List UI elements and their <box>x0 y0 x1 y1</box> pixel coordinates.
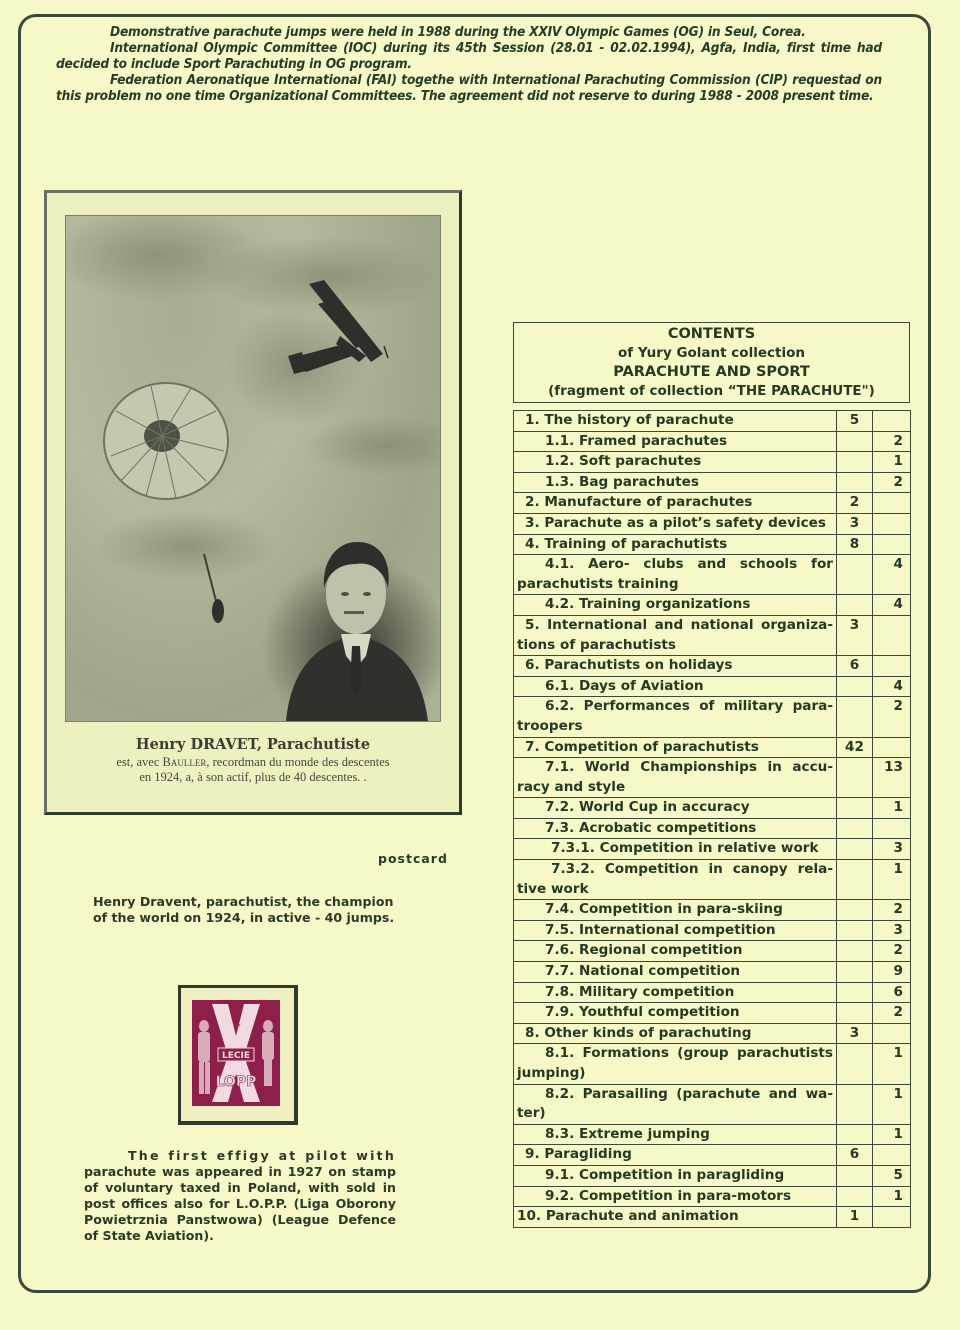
contents-row-subcount <box>873 818 911 839</box>
contents-row-count <box>837 941 873 962</box>
contents-row-subcount: 1 <box>873 1044 911 1084</box>
contents-row-subcount: 2 <box>873 472 911 493</box>
contents-row-label: 7.6. Regional competition <box>514 941 837 962</box>
contents-row-label: 7.1. World Championships in accu-racy and style <box>514 758 837 798</box>
contents-row-subcount <box>873 1145 911 1166</box>
postcard-text: en 1924, a, à son actif, plus de 40 descentes. . <box>139 770 367 784</box>
contents-row-subcount: 1 <box>873 1124 911 1145</box>
postcard-title: Henry DRAVET, Parachutiste <box>135 736 371 753</box>
portrait <box>261 542 440 721</box>
contents-row <box>514 555 911 595</box>
contents-subtitle: of Yury Golant collection <box>618 345 805 361</box>
contents-row-label: 6.1. Days of Aviation <box>514 676 837 697</box>
contents-row-subcount: 4 <box>873 676 911 697</box>
postcard-caption: Henry Dravent, parachutist, the champion of the world on 1924, in active - 40 jumps. <box>93 894 395 925</box>
contents-row <box>514 1207 911 1228</box>
contents-row-subcount <box>873 411 911 432</box>
stamp-illustration <box>192 1000 280 1106</box>
contents-row-count <box>837 1084 873 1124</box>
contents-collection: PARACHUTE AND SPORT <box>613 364 810 380</box>
contents-row-count <box>837 431 873 452</box>
contents-row-label: 3. Parachute as a pilot’s safety devices <box>514 513 837 534</box>
contents-row-label: 8.2. Parasailing (parachute and wa-ter) <box>514 1084 837 1124</box>
contents-row-subcount <box>873 513 911 534</box>
contents-row-label: 7.2. World Cup in accuracy <box>514 798 837 819</box>
intro-paragraph: Federation Aeronatique International (FAI) togethe with International Parachuting Commission (CIP) requestad on this problem no one time Organizational Committees. The agreement did not reserve to during 1988 - 2008 present time. <box>56 72 882 104</box>
postcard-subtitle <box>47 755 459 785</box>
contents-table <box>513 410 911 1228</box>
contents-row-count: 1 <box>837 1207 873 1228</box>
contents-row-label: 5. International and national organiza-tions of parachutists <box>514 615 837 655</box>
contents-row-label: 8.3. Extreme jumping <box>514 1124 837 1145</box>
contents-row-subcount <box>873 656 911 677</box>
stamp-paper <box>181 988 294 1121</box>
contents-row-subcount: 2 <box>873 941 911 962</box>
contents-row-count <box>837 900 873 921</box>
contents-row-label: 9.1. Competition in paragliding <box>514 1165 837 1186</box>
contents-row <box>514 697 911 737</box>
contents-row <box>514 431 911 452</box>
contents-row-label: 10. Parachute and animation <box>514 1207 837 1228</box>
contents-row-label: 4. Training of parachutists <box>514 534 837 555</box>
contents-row-label: 7.3. Acrobatic competitions <box>514 818 837 839</box>
contents-row-count <box>837 697 873 737</box>
contents-row-subcount <box>873 493 911 514</box>
contents-row-label: 7.3.2. Competition in canopy rela-tive work <box>514 860 837 900</box>
contents-row-label: 6. Parachutists on holidays <box>514 656 837 677</box>
contents-row-subcount: 2 <box>873 1003 911 1024</box>
contents-row-subcount: 2 <box>873 697 911 737</box>
contents-row-count: 5 <box>837 411 873 432</box>
contents-row-count <box>837 676 873 697</box>
contents-row <box>514 1186 911 1207</box>
contents-row-subcount: 1 <box>873 798 911 819</box>
contents-row <box>514 860 911 900</box>
contents-row-count <box>837 555 873 595</box>
contents-row <box>514 615 911 655</box>
contents-row <box>514 1165 911 1186</box>
contents-row-count: 8 <box>837 534 873 555</box>
contents-row-label: 7. Competition of parachutists <box>514 737 837 758</box>
contents-row-label: 4.1. Aero- clubs and schools for parachutists training <box>514 555 837 595</box>
contents-row-subcount: 2 <box>873 431 911 452</box>
contents-row <box>514 493 911 514</box>
contents-row-label: 6.2. Performances of military para-troopers <box>514 697 837 737</box>
contents-row-subcount: 1 <box>873 452 911 473</box>
stamp-word1: LECIE <box>222 1051 250 1061</box>
contents-row-label: 4.2. Training organizations <box>514 595 837 616</box>
contents-row-subcount <box>873 534 911 555</box>
contents-row <box>514 758 911 798</box>
contents-row-label: 7.7. National competition <box>514 962 837 983</box>
contents-row-count <box>837 1044 873 1084</box>
contents-row <box>514 452 911 473</box>
contents-row-count: 6 <box>837 656 873 677</box>
contents-header <box>513 322 910 403</box>
contents-row-label: 9.2. Competition in para-motors <box>514 1186 837 1207</box>
contents-row <box>514 1084 911 1124</box>
contents-row-subcount: 6 <box>873 982 911 1003</box>
contents-row-count <box>837 839 873 860</box>
stamp-figure <box>199 1020 209 1032</box>
cloud <box>96 511 276 581</box>
contents-row-count <box>837 962 873 983</box>
contents-row <box>514 1124 911 1145</box>
contents-row-count: 3 <box>837 513 873 534</box>
stamp-word2: LOPP <box>215 1074 257 1090</box>
contents-row <box>514 818 911 839</box>
postcard-photo <box>65 215 441 722</box>
contents-row-subcount <box>873 1207 911 1228</box>
contents-row-subcount: 4 <box>873 595 911 616</box>
contents-row-count: 3 <box>837 615 873 655</box>
contents-row-count <box>837 1165 873 1186</box>
contents-row <box>514 1023 911 1044</box>
contents-row-subcount: 5 <box>873 1165 911 1186</box>
contents-row-subcount: 1 <box>873 860 911 900</box>
contents-row-label: 1.2. Soft parachutes <box>514 452 837 473</box>
postcard-text: , recordman du monde des descentes <box>206 755 390 769</box>
contents-row-count <box>837 758 873 798</box>
contents-title: CONTENTS <box>667 326 756 342</box>
contents-row <box>514 962 911 983</box>
stamp-caption-first: The first effigy at pilot with <box>128 1148 396 1163</box>
contents-row <box>514 839 911 860</box>
contents-row-label: 1.1. Framed parachutes <box>514 431 837 452</box>
contents-row <box>514 411 911 432</box>
contents-row <box>514 676 911 697</box>
contents-row <box>514 595 911 616</box>
postcard-illustration <box>66 216 440 721</box>
contents-row-subcount <box>873 737 911 758</box>
contents-row <box>514 737 911 758</box>
contents-row-count <box>837 1186 873 1207</box>
contents-row <box>514 534 911 555</box>
contents-row-label: 7.8. Military competition <box>514 982 837 1003</box>
contents-row-count <box>837 818 873 839</box>
contents-row-count <box>837 472 873 493</box>
contents-row-subcount: 9 <box>873 962 911 983</box>
contents-row-label: 1.3. Bag parachutes <box>514 472 837 493</box>
contents-row-label: 9. Paragliding <box>514 1145 837 1166</box>
contents-row-subcount: 1 <box>873 1186 911 1207</box>
postcard-text: est, avec <box>116 755 163 769</box>
contents-row <box>514 1003 911 1024</box>
contents-row <box>514 472 911 493</box>
contents-row-subcount: 2 <box>873 900 911 921</box>
contents-row-count: 3 <box>837 1023 873 1044</box>
contents-row <box>514 513 911 534</box>
contents-fragment: (fragment of collection “THE PARACHUTE") <box>548 383 875 399</box>
postcard-label: postcard <box>378 851 448 866</box>
contents-row-count: 6 <box>837 1145 873 1166</box>
parachute-icon <box>104 383 228 623</box>
contents-row <box>514 920 911 941</box>
contents-row-subcount: 1 <box>873 1084 911 1124</box>
contents-row-count <box>837 982 873 1003</box>
postcard <box>44 190 462 815</box>
contents-row-label: 1. The history of parachute <box>514 411 837 432</box>
contents-row-count <box>837 920 873 941</box>
contents-row-label: 7.9. Youthful competition <box>514 1003 837 1024</box>
contents-row-subcount <box>873 615 911 655</box>
contents-row-subcount: 13 <box>873 758 911 798</box>
stamp-unit: gr <box>235 1023 241 1029</box>
contents-row-subcount: 3 <box>873 839 911 860</box>
contents-row-label: 7.4. Competition in para-skiing <box>514 900 837 921</box>
intro-text <box>56 24 882 104</box>
stamp <box>178 985 298 1125</box>
contents-row <box>514 982 911 1003</box>
contents-row <box>514 941 911 962</box>
contents-row-subcount: 3 <box>873 920 911 941</box>
contents-row <box>514 1145 911 1166</box>
contents-row <box>514 656 911 677</box>
contents-row-label: 8. Other kinds of parachuting <box>514 1023 837 1044</box>
contents-row-count <box>837 595 873 616</box>
contents-row-label: 8.1. Formations (group parachutists jumping) <box>514 1044 837 1084</box>
contents-row <box>514 900 911 921</box>
contents-row-subcount <box>873 1023 911 1044</box>
contents-row <box>514 798 911 819</box>
contents-row-count: 42 <box>837 737 873 758</box>
stamp-value: 5 <box>232 1008 240 1021</box>
intro-paragraph: International Olympic Committee (IOC) during its 45th Session (28.01 - 02.02.1994), Agfa, India, first time had decided to include Sport Parachuting in OG program. <box>56 40 882 72</box>
contents-row-count <box>837 860 873 900</box>
contents-row-count <box>837 1124 873 1145</box>
contents-row <box>514 1044 911 1084</box>
contents-row-label: 7.3.1. Competition in relative work <box>514 839 837 860</box>
stamp-caption-rest: parachute was appeared in 1927 on stamp of voluntary taxed in Poland, with sold in post offices also for L.O.P.P. (Liga Oborony Powietrznia Panstwowa) (League Defence of State Aviation). <box>84 1164 396 1243</box>
contents-row-count: 2 <box>837 493 873 514</box>
stamp-design <box>192 1000 280 1106</box>
contents-row-count <box>837 798 873 819</box>
contents-row-count <box>837 452 873 473</box>
cloud <box>306 416 440 476</box>
contents-row-subcount: 4 <box>873 555 911 595</box>
intro-paragraph: Demonstrative parachute jumps were held in 1988 during the XXIV Olympic Games (OG) in Seul, Corea. <box>110 24 806 40</box>
stamp-caption <box>84 1148 396 1244</box>
contents-row-label: 7.5. International competition <box>514 920 837 941</box>
contents-row-label: 2. Manufacture of parachutes <box>514 493 837 514</box>
contents-row-count <box>837 1003 873 1024</box>
postcard-text: Bauller <box>162 755 207 769</box>
